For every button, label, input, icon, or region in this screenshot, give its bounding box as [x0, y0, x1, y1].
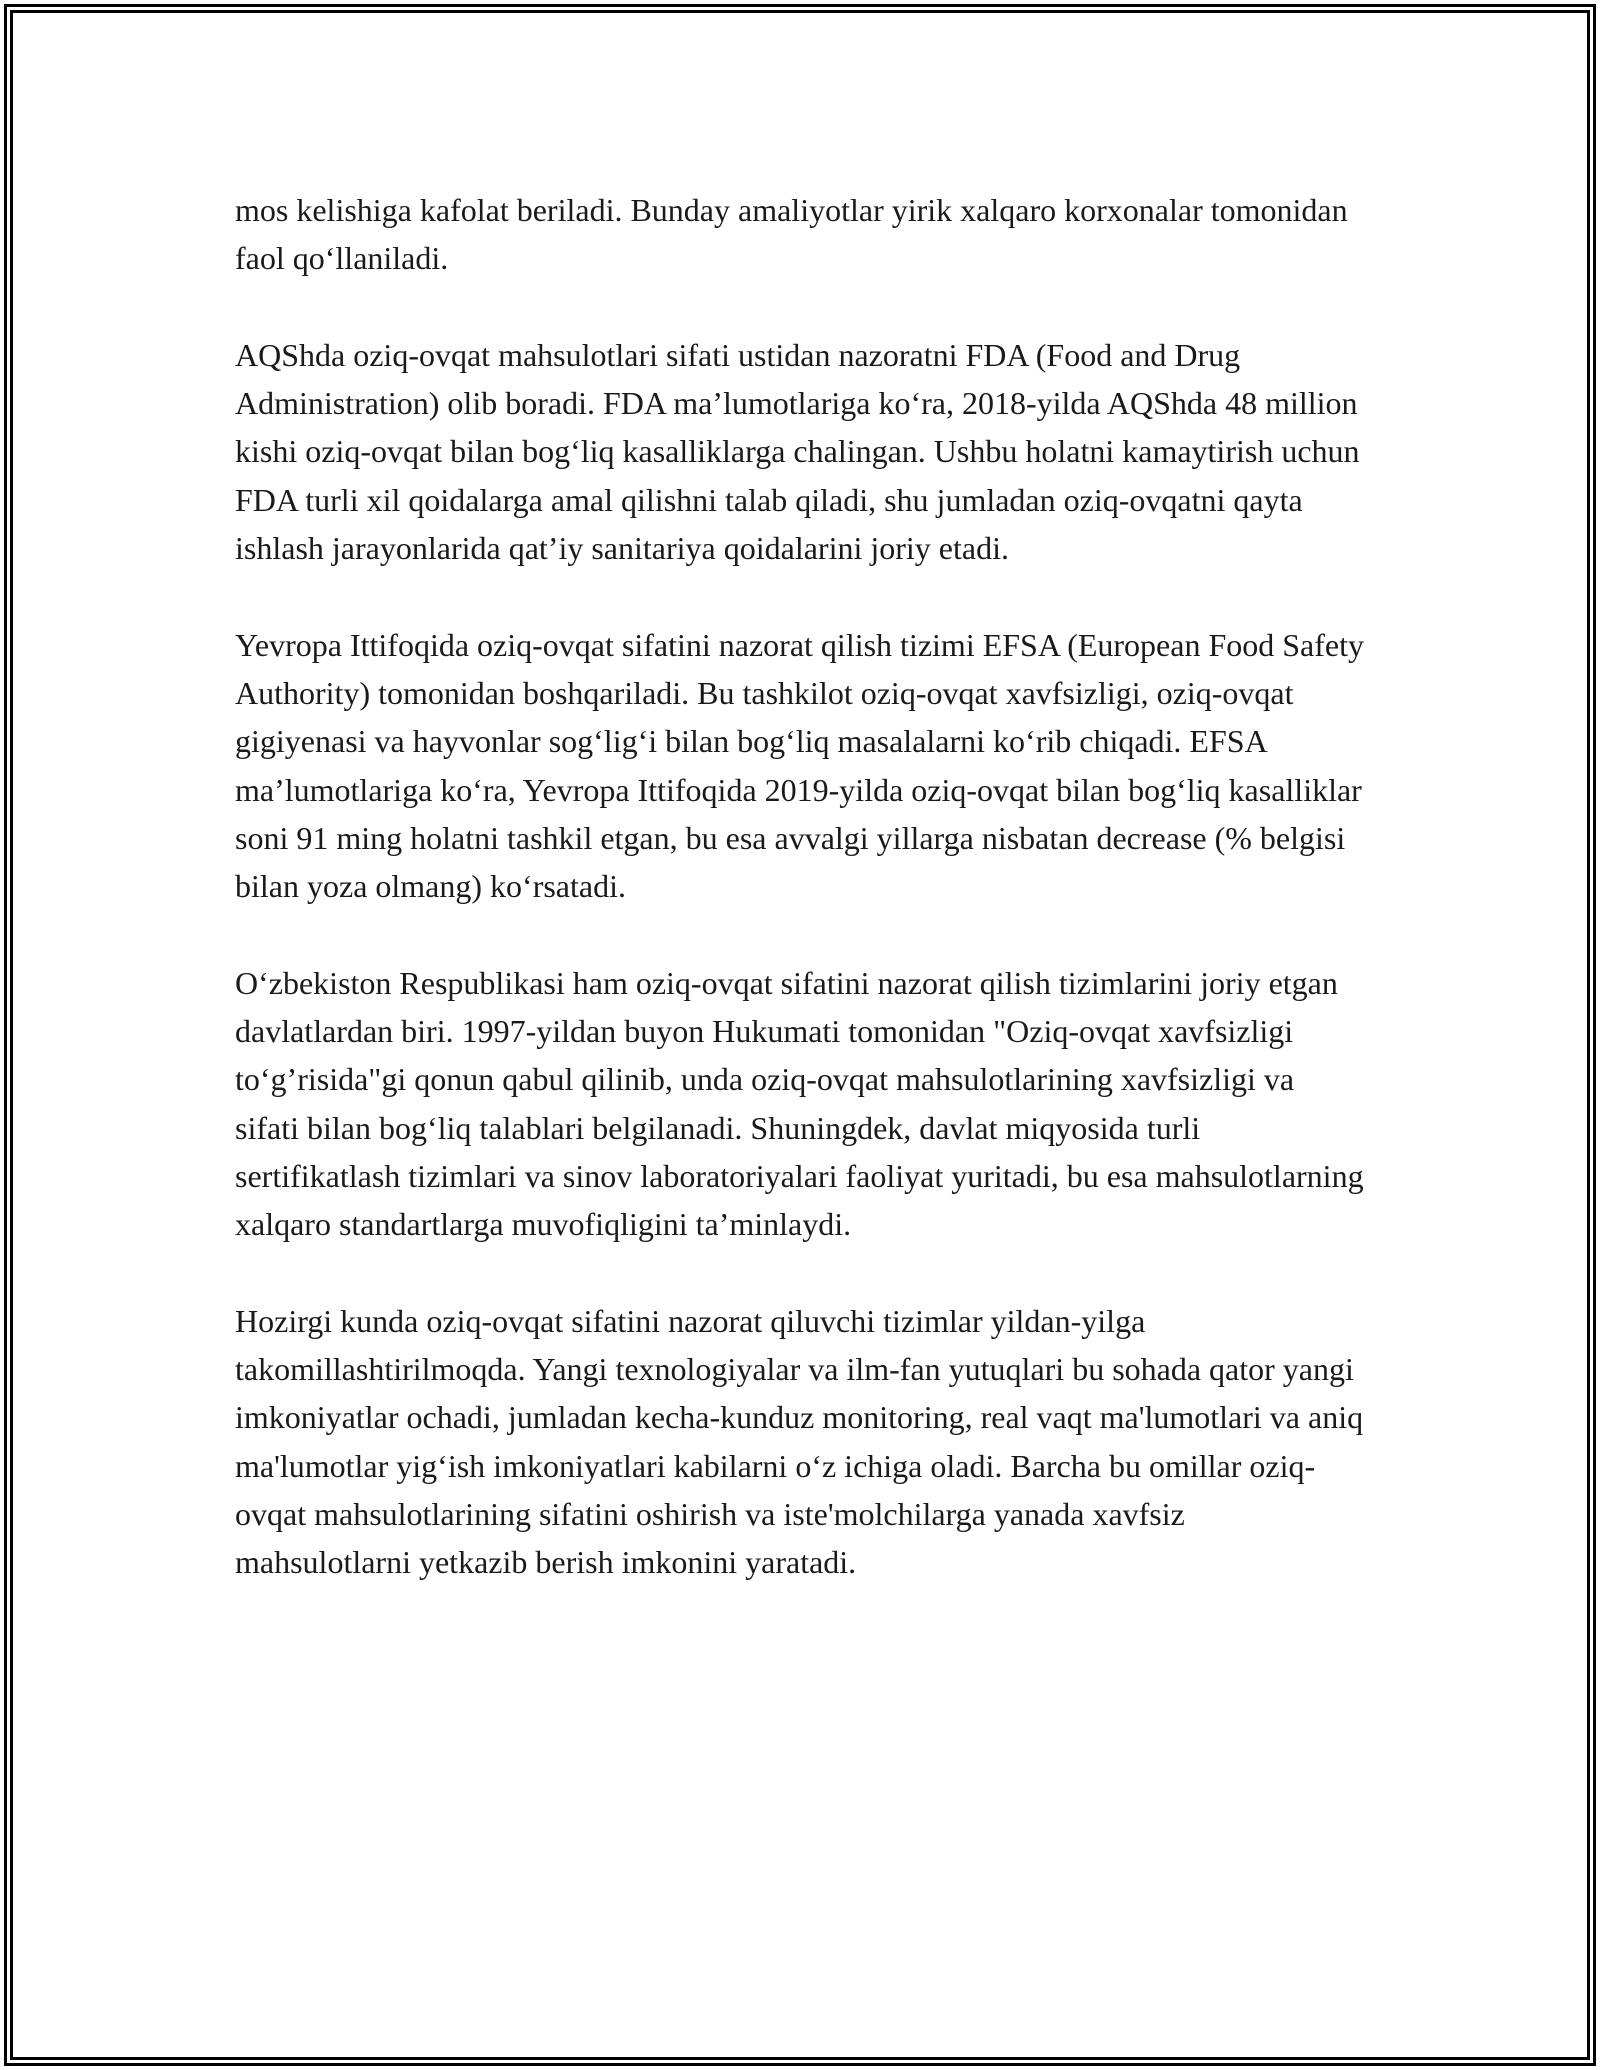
paragraph-4: O‘zbekiston Respublikasi ham oziq-ovqat sifatini nazorat qilish tizimlarini joriy etgan davlatlardan biri. 1997-yildan buyon Hukumati tomonidan "Oziq-ovqat xavfsizligi to‘g’risida"gi qonun qabul qilinib, unda oziq-ovqat mahsulotlarining xavfsizligi va sifati bilan bog‘liq talablari belgilanadi. Shuningdek, davlat miqyosida turli sertifikatlash tizimlari va sinov laboratoriyalari faoliyat yuritadi, bu esa mahsulotlarning xalqaro standartlarga muvofiqligini ta’minlaydi. — [235, 964, 1364, 1243]
paragraph-2: AQShda oziq-ovqat mahsulotlari sifati ustidan nazoratni FDA (Food and Drug Administration) olib boradi. FDA ma’lumotlariga ko‘ra, 2018-yilda AQShda 48 million kishi oziq-ovqat bilan bog‘liq kasalliklarga chalingan. Ushbu holatni kamaytirish uchun FDA turli xil qoidalarga amal qilishni talab qiladi, shu jumladan oziq-ovqatni qayta ishlash jarayonlarida qat’iy sanitariya qoidalarini joriy etadi. — [235, 336, 1360, 567]
paragraph-3: Yevropa Ittifoqida oziq-ovqat sifatini nazorat qilish tizimi EFSA (European Food Safety Authority) tomonidan boshqariladi. Bu tashkilot oziq-ovqat xavfsizligi, oziq-ovqat gigiyenasi va hayvonlar sog‘lig‘i bilan bog‘liq masalalarni ko‘rib chiqadi. EFSA ma’lumotlariga ko‘ra, Yevropa Ittifoqida 2019-yilda oziq-ovqat bilan bog‘liq kasalliklar soni 91 ming holatni tashkil etgan, bu esa avvalgi yillarga nisbatan decrease (% belgisi bilan yoza olmang) ko‘rsatadi. — [235, 626, 1364, 905]
paragraph-1: mos kelishiga kafolat beriladi. Bunday amaliyotlar yirik xalqaro korxonalar tomonidan faol qo‘llaniladi. — [235, 192, 1348, 277]
document-body — [235, 186, 1365, 1587]
paragraph-5: Hozirgi kunda oziq-ovqat sifatini nazorat qiluvchi tizimlar yildan-yilga takomillashtirilmoqda. Yangi texnologiyalar va ilm-fan yutuqlari bu sohada qator yangi imkoniyatlar ochadi, jumladan kecha-kunduz monitoring, real vaqt ma'lumotlari va aniq ma'lumotlar yig‘ish imkoniyatlari kabilarni o‘z ichiga oladi. Barcha bu omillar oziq-ovqat mahsulotlarining sifatini oshirish va iste'molchilarga yanada xavfsiz mahsulotlarni yetkazib berish imkonini yaratadi. — [235, 1302, 1364, 1581]
